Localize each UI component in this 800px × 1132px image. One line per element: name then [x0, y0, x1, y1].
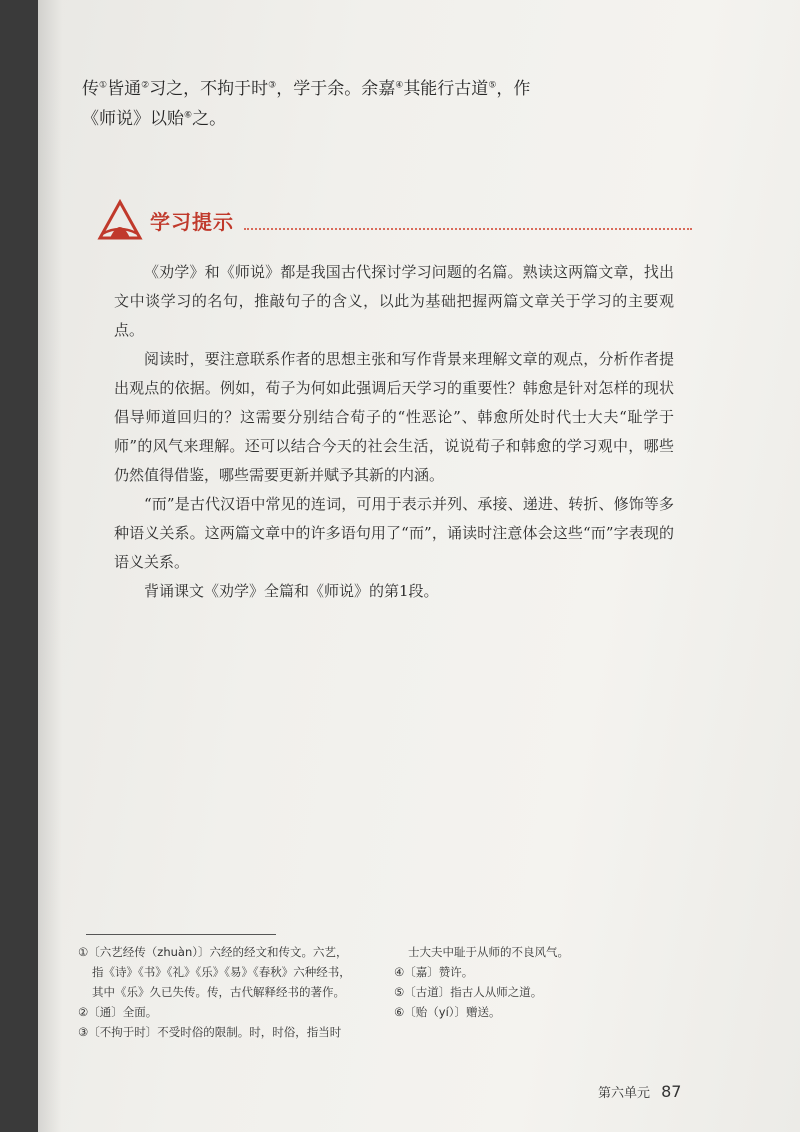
- continuation-line-2: [82, 104, 722, 134]
- footnote-divider: [86, 934, 276, 935]
- footnote-3-line-2: [394, 942, 694, 962]
- tips-paragraph-4: 背诵课文《劝学》全篇和《师说》的第1段。: [144, 582, 439, 600]
- footnotes-left-column: [78, 942, 378, 1042]
- footnote-1-line-2-text: 指《诗》《书》《礼》《乐》《易》《春秋》六种经书，: [92, 965, 351, 979]
- footnote-marker: ①: [99, 80, 108, 91]
- footnote-1-line-2: [78, 962, 378, 982]
- study-tips-body: [114, 258, 674, 606]
- footnote-3-line-1: ③〔不拘于时〕不受时俗的限制。时，时俗，指当时: [78, 1025, 342, 1039]
- text-segment: 之。: [192, 109, 227, 129]
- tips-paragraph-2: 阅读时，要注意联系作者的思想主张和写作背景来理解文章的观点，分析作者提出观点的依据。例如，荀子为何如此强调后天学习的重要性？韩愈是针对怎样的现状倡导师道回归的？这需要分别结合荀子的“性恶论”、韩愈所处时代士大夫“耻学于师”的风气来理解。还可以结合今天的社会生活，说说荀子和韩愈的学习观中，哪些仍然值得借鉴，哪些需要更新并赋予其新的内涵。: [114, 350, 674, 484]
- tips-paragraph-1: 《劝学》和《师说》都是我国古代探讨学习问题的名篇。熟读这两篇文章，找出文中谈学习的名句，推敲句子的含义，以此为基础把握两篇文章关于学习的主要观点。: [114, 263, 674, 339]
- footnote-marker: ⑥: [184, 110, 193, 121]
- text-segment: ，学于余。余嘉: [276, 79, 396, 99]
- tips-paragraph-3: “而”是古代汉语中常见的连词，可用于表示并列、承接、递进、转折、修饰等多种语义关系。这两篇文章中的许多语句用了“而”，诵读时注意体会这些“而”字表现的语义关系。: [114, 495, 674, 571]
- textbook-page: [38, 0, 800, 1132]
- footnote-marker: ②: [141, 80, 150, 91]
- unit-label: 第六单元: [598, 1086, 651, 1101]
- text-segment: ，作: [496, 79, 531, 99]
- footnote-3-line-2-text: 士大夫中耻于从师的不良风气。: [408, 945, 569, 959]
- page-number: 87: [661, 1082, 682, 1101]
- footnote-1-line-3-text: 其中《乐》久已失传。传，古代解释经书的著作。: [92, 985, 345, 999]
- footnote-6: ⑥〔贻（yí）〕赠送。: [394, 1005, 501, 1019]
- footnotes-right-column: [394, 942, 694, 1022]
- text-segment: 《师说》以贻: [82, 109, 184, 129]
- study-tips-header: [96, 198, 696, 242]
- text-segment: 其能行古道: [403, 79, 489, 99]
- triangle-logo-icon: [96, 198, 144, 242]
- text-segment: 习之，不拘于时: [149, 79, 269, 99]
- footnote-1-line-1: ①〔六艺经传（zhuàn）〕六经的经文和传文。六艺，: [78, 945, 348, 959]
- footnote-marker: ⑤: [488, 80, 497, 91]
- footnote-marker: ③: [268, 80, 277, 91]
- text-segment: 皆通: [107, 79, 142, 99]
- text-segment: 传: [82, 79, 99, 99]
- footnote-1-line-3: [78, 982, 378, 1002]
- page-footer: [598, 1082, 681, 1101]
- footnote-2: ②〔通〕全面。: [78, 1005, 158, 1019]
- footnote-4: ④〔嘉〕赞许。: [394, 965, 474, 979]
- study-tips-title: 学习提示: [150, 210, 234, 234]
- continuation-line-1: [82, 74, 722, 104]
- binding-shadow: [38, 0, 62, 1132]
- dotted-divider: [244, 228, 692, 230]
- footnote-5: ⑤〔古道〕指古人从师之道。: [394, 985, 543, 999]
- footnote-marker: ④: [395, 80, 404, 91]
- text-continuation: [82, 74, 722, 134]
